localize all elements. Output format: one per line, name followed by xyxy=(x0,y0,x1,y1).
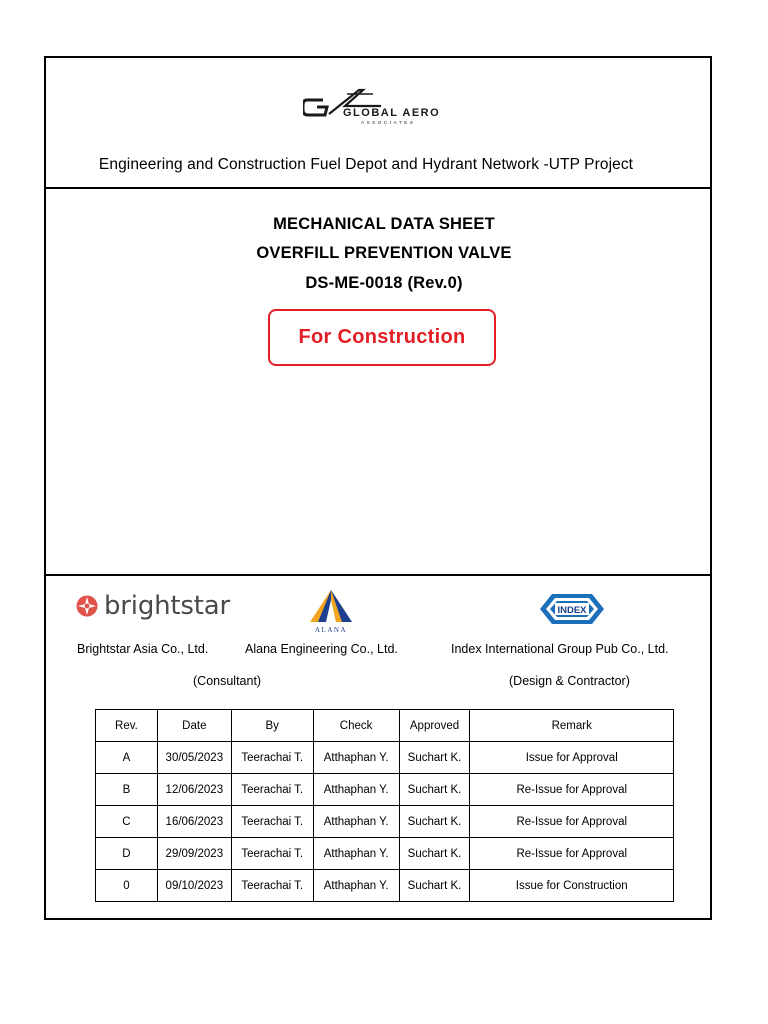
cell-check: Atthaphan Y. xyxy=(313,838,399,870)
cell-by: Teerachai T. xyxy=(231,774,313,806)
alana-logo xyxy=(302,588,360,634)
cell-date: 16/06/2023 xyxy=(157,806,231,838)
index-wordmark: INDEX xyxy=(557,605,587,616)
alana-wordmark: ALANA xyxy=(315,626,347,634)
logo-text: GLOBAL AERO xyxy=(343,107,441,119)
company-brightstar: Brightstar Asia Co., Ltd. xyxy=(77,642,209,656)
header-remark: Remark xyxy=(470,710,674,742)
brightstar-logo xyxy=(76,591,230,621)
cell-check: Atthaphan Y. xyxy=(313,806,399,838)
cell-rev: D xyxy=(96,838,158,870)
cell-approved: Suchart K. xyxy=(399,806,470,838)
cell-check: Atthaphan Y. xyxy=(313,774,399,806)
role-consultant: (Consultant) xyxy=(193,674,262,688)
cell-remark: Issue for Construction xyxy=(470,870,674,902)
company-alana: Alana Engineering Co., Ltd. xyxy=(245,642,398,656)
cell-rev: 0 xyxy=(96,870,158,902)
header-divider xyxy=(46,187,712,189)
cell-rev: C xyxy=(96,806,158,838)
table-header-row xyxy=(96,710,674,742)
cell-rev: A xyxy=(96,742,158,774)
cell-approved: Suchart K. xyxy=(399,774,470,806)
cell-approved: Suchart K. xyxy=(399,838,470,870)
cell-by: Teerachai T. xyxy=(231,870,313,902)
header-date: Date xyxy=(157,710,231,742)
table-row xyxy=(96,742,674,774)
brightstar-wordmark: brightstar xyxy=(104,591,230,621)
document-number: DS-ME-0018 (Rev.0) xyxy=(305,274,463,292)
for-construction-stamp: For Construction xyxy=(268,309,496,366)
cell-date: 09/10/2023 xyxy=(157,870,231,902)
footer-divider xyxy=(46,574,712,576)
global-aero-logo xyxy=(303,88,465,126)
cell-date: 29/09/2023 xyxy=(157,838,231,870)
revision-table xyxy=(95,709,674,902)
cell-by: Teerachai T. xyxy=(231,742,313,774)
cell-date: 30/05/2023 xyxy=(157,742,231,774)
cell-rev: B xyxy=(96,774,158,806)
logo-subtext: ASSOCIATES xyxy=(361,120,416,125)
cell-by: Teerachai T. xyxy=(231,838,313,870)
cell-date: 12/06/2023 xyxy=(157,774,231,806)
cell-by: Teerachai T. xyxy=(231,806,313,838)
equipment-name: OVERFILL PREVENTION VALVE xyxy=(256,244,512,262)
cell-approved: Suchart K. xyxy=(399,870,470,902)
header-by: By xyxy=(231,710,313,742)
table-row xyxy=(96,870,674,902)
cell-remark: Issue for Approval xyxy=(470,742,674,774)
cell-check: Atthaphan Y. xyxy=(313,742,399,774)
header-check: Check xyxy=(313,710,399,742)
header-rev: Rev. xyxy=(96,710,158,742)
role-contractor: (Design & Contractor) xyxy=(509,674,630,688)
company-index: Index International Group Pub Co., Ltd. xyxy=(451,642,669,656)
table-row xyxy=(96,806,674,838)
cell-check: Atthaphan Y. xyxy=(313,870,399,902)
table-row xyxy=(96,774,674,806)
header-approved: Approved xyxy=(399,710,470,742)
document-type: MECHANICAL DATA SHEET xyxy=(273,215,495,233)
cell-remark: Re-Issue for Approval xyxy=(470,774,674,806)
cell-remark: Re-Issue for Approval xyxy=(470,838,674,870)
project-title: Engineering and Construction Fuel Depot and Hydrant Network -UTP Project xyxy=(98,156,634,173)
index-logo xyxy=(540,592,604,626)
brightstar-star-icon xyxy=(76,595,98,617)
cell-approved: Suchart K. xyxy=(399,742,470,774)
table-row xyxy=(96,838,674,870)
cell-remark: Re-Issue for Approval xyxy=(470,806,674,838)
